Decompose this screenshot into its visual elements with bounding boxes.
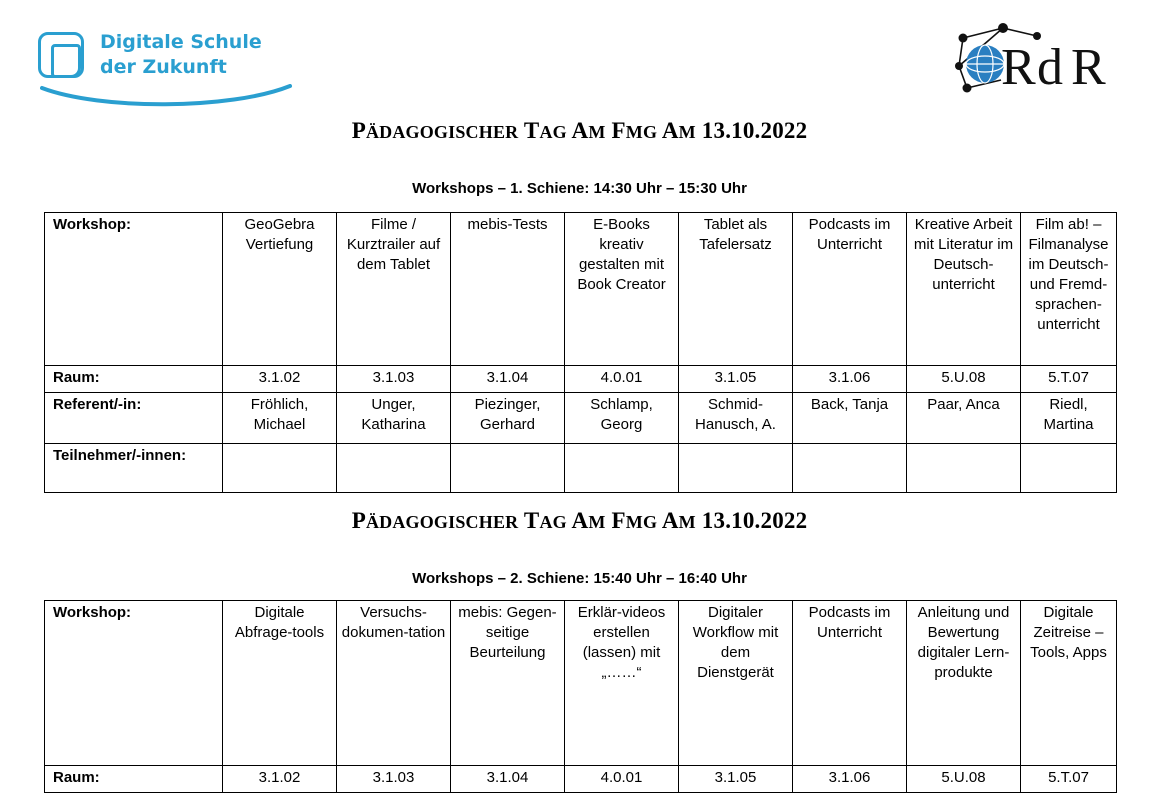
digitale-schule-mark-icon	[38, 32, 90, 84]
row-label-raum: Raum:	[45, 366, 223, 393]
cell-raum-5: 3.1.05	[679, 366, 793, 393]
table-row-raum	[45, 766, 1117, 793]
cell-teilnehmer-2[interactable]	[337, 444, 451, 493]
rdr-network-icon	[941, 22, 1131, 98]
cell-workshop2-2: Versuchs-dokumen-tation	[337, 601, 451, 766]
cell-raum2-4: 4.0.01	[565, 766, 679, 793]
cell-referent-2: Unger, Katharina	[337, 393, 451, 444]
cell-teilnehmer-4[interactable]	[565, 444, 679, 493]
row-label-workshop-2: Workshop:	[45, 601, 223, 766]
table-row-referent	[45, 393, 1117, 444]
cell-referent-5: Schmid-Hanusch, A.	[679, 393, 793, 444]
cell-raum2-2: 3.1.03	[337, 766, 451, 793]
cell-raum-4: 4.0.01	[565, 366, 679, 393]
page-title-1-text: PÄDAGOGISCHER TAG AM FMG AM 13.10.2022	[351, 118, 808, 143]
cell-workshop-7: Kreative Arbeit mit Literatur im Deutsch-unterricht	[907, 213, 1021, 366]
cell-referent-7: Paar, Anca	[907, 393, 1021, 444]
page-title-1	[0, 118, 1159, 144]
schedule-table-2	[44, 600, 1117, 793]
row-label-teilnehmer: Teilnehmer/-innen:	[45, 444, 223, 493]
cell-workshop-6: Podcasts im Unterricht	[793, 213, 907, 366]
cell-raum-1: 3.1.02	[223, 366, 337, 393]
cell-workshop2-8: Digitale Zeitreise – Tools, Apps	[1021, 601, 1117, 766]
cell-raum2-6: 3.1.06	[793, 766, 907, 793]
section-subtitle-2	[0, 570, 1159, 587]
section-subtitle-2-text: Workshops – 2. Schiene: 15:40 Uhr – 16:40 Uhr	[412, 570, 747, 587]
row-label-raum-2: Raum:	[45, 766, 223, 793]
logo-left-line2: der Zukunft	[100, 56, 227, 78]
cell-raum2-8: 5.T.07	[1021, 766, 1117, 793]
cell-teilnehmer-1[interactable]	[223, 444, 337, 493]
cell-teilnehmer-7[interactable]	[907, 444, 1021, 493]
cell-workshop2-3: mebis: Gegen-seitige Beurteilung	[451, 601, 565, 766]
section-subtitle-1-text: Workshops – 1. Schiene: 14:30 Uhr – 15:30 Uhr	[412, 180, 747, 197]
logo-swoosh-icon	[40, 84, 294, 110]
cell-workshop2-6: Podcasts im Unterricht	[793, 601, 907, 766]
cell-raum2-7: 5.U.08	[907, 766, 1021, 793]
cell-workshop2-7: Anleitung und Bewertung digitaler Lern-produkte	[907, 601, 1021, 766]
cell-raum-8: 5.T.07	[1021, 366, 1117, 393]
cell-workshop2-4: Erklär-videos erstellen (lassen) mit „……“	[565, 601, 679, 766]
cell-teilnehmer-3[interactable]	[451, 444, 565, 493]
table-row-workshop	[45, 601, 1117, 766]
cell-raum-6: 3.1.06	[793, 366, 907, 393]
cell-referent-6: Back, Tanja	[793, 393, 907, 444]
logo-left-line1: Digitale Schule	[100, 31, 262, 53]
table-row-raum	[45, 366, 1117, 393]
cell-teilnehmer-8[interactable]	[1021, 444, 1117, 493]
cell-workshop-2: Filme / Kurztrailer auf dem Tablet	[337, 213, 451, 366]
cell-referent-1: Fröhlich, Michael	[223, 393, 337, 444]
cell-raum-7: 5.U.08	[907, 366, 1021, 393]
cell-raum-3: 3.1.04	[451, 366, 565, 393]
page-title-2	[0, 508, 1159, 534]
schedule-table-1	[44, 212, 1117, 493]
cell-raum-2: 3.1.03	[337, 366, 451, 393]
cell-workshop-8: Film ab! – Filmanalyse im Deutsch- und Fremd-sprachen-unterricht	[1021, 213, 1117, 366]
cell-teilnehmer-5[interactable]	[679, 444, 793, 493]
cell-referent-3: Piezinger, Gerhard	[451, 393, 565, 444]
page-title-2-text: PÄDAGOGISCHER TAG AM FMG AM 13.10.2022	[351, 508, 808, 533]
cell-raum2-1: 3.1.02	[223, 766, 337, 793]
cell-referent-8: Riedl, Martina	[1021, 393, 1117, 444]
cell-workshop-4: E-Books kreativ gestalten mit Book Creator	[565, 213, 679, 366]
cell-raum2-3: 3.1.04	[451, 766, 565, 793]
svg-text:d: d	[1037, 39, 1063, 96]
rdr-wordmark: R	[1001, 39, 1036, 96]
logo-left-wordmark	[100, 30, 262, 80]
row-label-workshop: Workshop:	[45, 213, 223, 366]
logo-rdr	[941, 22, 1131, 98]
cell-workshop2-1: Digitale Abfrage-tools	[223, 601, 337, 766]
table-row-workshop	[45, 213, 1117, 366]
table-row-teilnehmer	[45, 444, 1117, 493]
row-label-referent: Referent/-in:	[45, 393, 223, 444]
svg-text:R: R	[1071, 39, 1106, 96]
cell-workshop-5: Tablet als Tafelersatz	[679, 213, 793, 366]
cell-workshop2-5: Digitaler Workflow mit dem Dienstgerät	[679, 601, 793, 766]
cell-referent-4: Schlamp, Georg	[565, 393, 679, 444]
cell-workshop-3: mebis-Tests	[451, 213, 565, 366]
logo-digitale-schule	[38, 26, 298, 108]
cell-teilnehmer-6[interactable]	[793, 444, 907, 493]
section-subtitle-1	[0, 180, 1159, 197]
cell-raum2-5: 3.1.05	[679, 766, 793, 793]
cell-workshop-1: GeoGebra Vertiefung	[223, 213, 337, 366]
